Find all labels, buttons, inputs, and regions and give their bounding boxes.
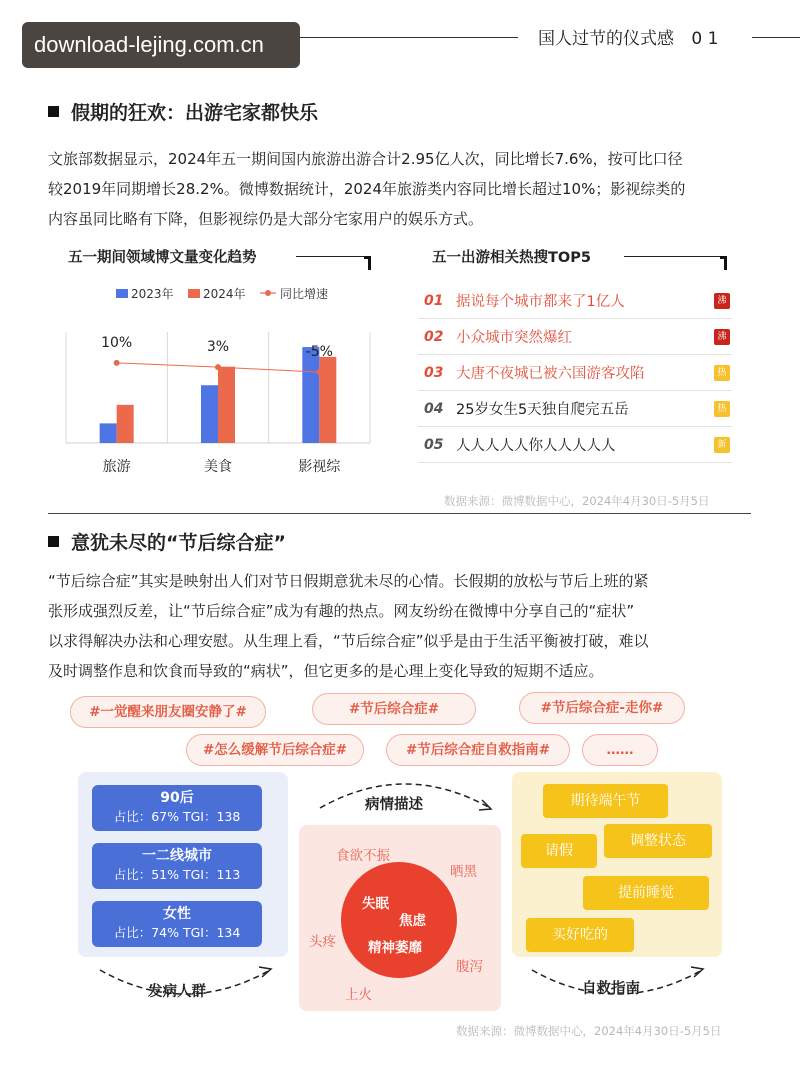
groups-label: 发病人群 bbox=[148, 984, 206, 1000]
tip-card: 请假 bbox=[521, 834, 597, 868]
symptoms-label: 病情描述 bbox=[365, 797, 423, 813]
chart-bars bbox=[100, 347, 337, 443]
hashtag-more-pill[interactable]: …… bbox=[582, 734, 658, 766]
paragraph-line: “节后综合症”其实是映射出人们对节日假期意犹未尽的心情。长假期的放松与节后上班的紧 bbox=[48, 572, 649, 590]
section2-title-text: 意犹未尽的“节后综合症” bbox=[71, 532, 286, 554]
chart-title-rule bbox=[296, 256, 364, 257]
section1-title bbox=[48, 98, 318, 125]
symptom-text: 食欲不振 bbox=[336, 848, 390, 864]
growth-point bbox=[215, 364, 221, 370]
category-label: 影视综 bbox=[298, 459, 341, 475]
watermark-banner: download-lejing.com.cn bbox=[22, 22, 300, 68]
section-divider bbox=[48, 513, 751, 514]
paragraph-line: 内容虽同比略有下降，但影视综仍是大部分宅家用户的娱乐方式。 bbox=[48, 210, 484, 228]
header-title: 国人过节的仪式感 bbox=[538, 29, 674, 49]
hot-text: 25岁女生5天独自爬完五岳 bbox=[456, 402, 629, 418]
hot-badge: 热 bbox=[714, 401, 730, 417]
legend-swatch bbox=[188, 289, 200, 298]
hashtag-pill[interactable]: #节后综合症自救指南# bbox=[386, 734, 570, 766]
tip-card: 调整状态 bbox=[604, 824, 712, 858]
growth-point bbox=[316, 369, 322, 375]
corner-mark-icon bbox=[720, 256, 727, 270]
group-card-90s bbox=[92, 785, 262, 831]
group-card-tier1-cities bbox=[92, 843, 262, 889]
core-symptom: 失眠 bbox=[362, 896, 389, 912]
hot-title-rule bbox=[624, 256, 720, 257]
hashtag-pill[interactable]: #节后综合症# bbox=[312, 693, 476, 725]
symptom-text: 腹泻 bbox=[456, 959, 483, 975]
tip-card: 期待端午节 bbox=[543, 784, 668, 818]
category-label: 旅游 bbox=[102, 459, 131, 475]
group-name: 90后 bbox=[160, 790, 194, 806]
bar-2024 bbox=[319, 357, 336, 443]
growth-data-label: 10% bbox=[101, 334, 133, 351]
group-stat: 占比：67% TGI：138 bbox=[113, 809, 241, 824]
bar-line-chart bbox=[60, 280, 380, 480]
paragraph-line: 文旅部数据显示，2024年五一期间国内旅游出游合计2.95亿人次，同比增长7.6%，按可比口径 bbox=[48, 150, 683, 168]
page-header bbox=[538, 24, 718, 49]
legend-label: 2024年 bbox=[203, 287, 246, 301]
group-stat: 占比：74% TGI：134 bbox=[113, 925, 241, 940]
hot-rank: 03 bbox=[424, 364, 444, 381]
hashtag-pill[interactable]: #怎么缓解节后综合症# bbox=[186, 734, 364, 766]
tip-card: 提前睡觉 bbox=[583, 876, 709, 910]
symptom-text: 晒黑 bbox=[450, 864, 477, 880]
hot-rank: 02 bbox=[424, 328, 444, 345]
section2-paragraph bbox=[48, 566, 758, 686]
hot-text: 人人人人人你人人人人人 bbox=[456, 438, 616, 454]
hot-text: 小众城市突然爆红 bbox=[456, 330, 572, 346]
paragraph-line: 较2019年同期增长28.2%。微博数据统计，2024年旅游类内容同比增长超过10%；影视综类的 bbox=[48, 180, 686, 198]
symptom-text: 头疼 bbox=[309, 934, 336, 950]
square-bullet-icon bbox=[48, 106, 59, 117]
hot-badge: 沸 bbox=[714, 293, 730, 309]
bar-2023 bbox=[302, 347, 319, 443]
header-rule-right bbox=[752, 37, 800, 38]
corner-mark-icon bbox=[364, 256, 371, 270]
paragraph-line: 及时调整作息和饮食而导致的“病状”，但它更多的是心理上变化导致的短期不适应。 bbox=[48, 662, 604, 680]
header-rule-left bbox=[300, 37, 518, 38]
square-bullet-icon bbox=[48, 536, 59, 547]
hot-text: 据说每个城市都来了1亿人 bbox=[456, 294, 625, 310]
hot-rank: 05 bbox=[424, 436, 444, 453]
hot-rank: 04 bbox=[424, 400, 444, 417]
legend-label: 2023年 bbox=[131, 287, 174, 301]
hot-search-item[interactable] bbox=[418, 391, 732, 427]
hot-search-item[interactable] bbox=[418, 427, 732, 463]
hot-rank: 01 bbox=[424, 292, 444, 309]
hot-search-item[interactable] bbox=[418, 283, 732, 319]
paragraph-line: 以求得解决办法和心理安慰。从生理上看，“节后综合症”似乎是由于生活平衡被打破，难以 bbox=[48, 632, 649, 650]
symptom-text: 上火 bbox=[345, 987, 372, 1003]
page-number: 0 1 bbox=[691, 29, 719, 49]
section1-title-text: 假期的狂欢：出游宅家都快乐 bbox=[71, 102, 319, 124]
section2-title bbox=[48, 528, 286, 555]
chart-legend bbox=[116, 286, 328, 301]
bar-2024 bbox=[117, 405, 134, 443]
section1-paragraph bbox=[48, 144, 758, 234]
legend-swatch bbox=[116, 289, 128, 298]
hot-search-item[interactable] bbox=[418, 319, 732, 355]
growth-data-label: 3% bbox=[206, 339, 230, 356]
tip-card: 买好吃的 bbox=[526, 918, 634, 952]
category-label: 美食 bbox=[204, 459, 232, 475]
legend-line-dot bbox=[265, 290, 271, 296]
tips-label: 自救指南 bbox=[582, 981, 640, 997]
group-name: 女性 bbox=[163, 906, 191, 922]
bar-2023 bbox=[201, 385, 218, 443]
hashtag-pill[interactable]: #一觉醒来朋友圈安静了# bbox=[70, 696, 266, 728]
hashtag-pill[interactable]: #节后综合症-走你# bbox=[519, 692, 685, 724]
hot-badge: 新 bbox=[714, 437, 730, 453]
group-name: 一二线城市 bbox=[142, 848, 212, 864]
data-source-note: 数据来源：微博数据中心，2024年4月30日-5月5日 bbox=[456, 1024, 722, 1038]
hot-search-title: 五一出游相关热搜TOP5 bbox=[432, 250, 591, 266]
hot-text: 大唐不夜城已被六国游客攻陷 bbox=[456, 366, 645, 382]
bar-2024 bbox=[218, 367, 235, 443]
growth-point bbox=[114, 360, 120, 366]
chart-title: 五一期间领域博文量变化趋势 bbox=[68, 250, 257, 266]
paragraph-line: 张形成强烈反差，让“节后综合症”成为有趣的热点。网友纷纷在微博中分享自己的“症状” bbox=[48, 602, 635, 620]
group-stat: 占比：51% TGI：113 bbox=[113, 867, 241, 882]
bar-2023 bbox=[100, 423, 117, 443]
core-symptom: 焦虑 bbox=[399, 913, 426, 929]
core-symptom: 精神萎靡 bbox=[368, 940, 422, 956]
hot-badge: 沸 bbox=[714, 329, 730, 345]
growth-data-label: -5% bbox=[305, 344, 333, 361]
legend-label: 同比增速 bbox=[280, 287, 329, 301]
group-card-female bbox=[92, 901, 262, 947]
hot-badge: 热 bbox=[714, 365, 730, 381]
hot-search-item[interactable] bbox=[418, 355, 732, 391]
data-source-note: 数据来源：微博数据中心，2024年4月30日-5月5日 bbox=[444, 494, 710, 508]
